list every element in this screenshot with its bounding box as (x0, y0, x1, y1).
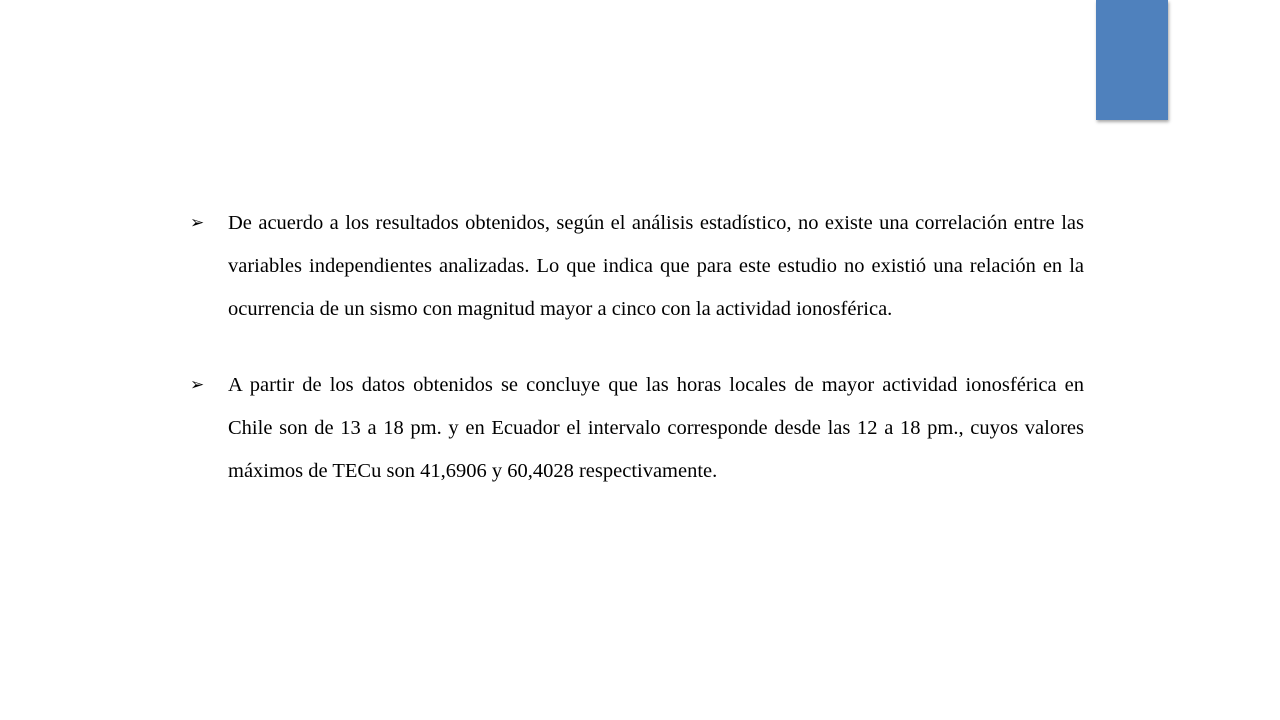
bullet-item-1 (190, 202, 1084, 331)
corner-accent-tab (1096, 0, 1168, 120)
bullet-text-2: A partir de los datos obtenidos se concluye que las horas locales de mayor actividad ionosférica en Chile son de 13 a 18 pm. y en Ecuador el intervalo corresponde desde las 12 a 18 pm., cuyos valores máximos de TECu son 41,6906 y 60,4028 respectivamente. (228, 374, 1084, 482)
bullet-item-2 (190, 364, 1084, 493)
bullet-text-1: De acuerdo a los resultados obtenidos, según el análisis estadístico, no existe una correlación entre las variables independientes analizadas. Lo que indica que para este estudio no existió una relación en la ocurrencia de un sismo con magnitud mayor a cinco con la actividad ionosférica. (228, 212, 1084, 320)
arrowhead-bullet-icon: ➢ (190, 213, 205, 233)
arrowhead-bullet-icon: ➢ (190, 375, 205, 395)
bullet-list (190, 202, 1084, 526)
